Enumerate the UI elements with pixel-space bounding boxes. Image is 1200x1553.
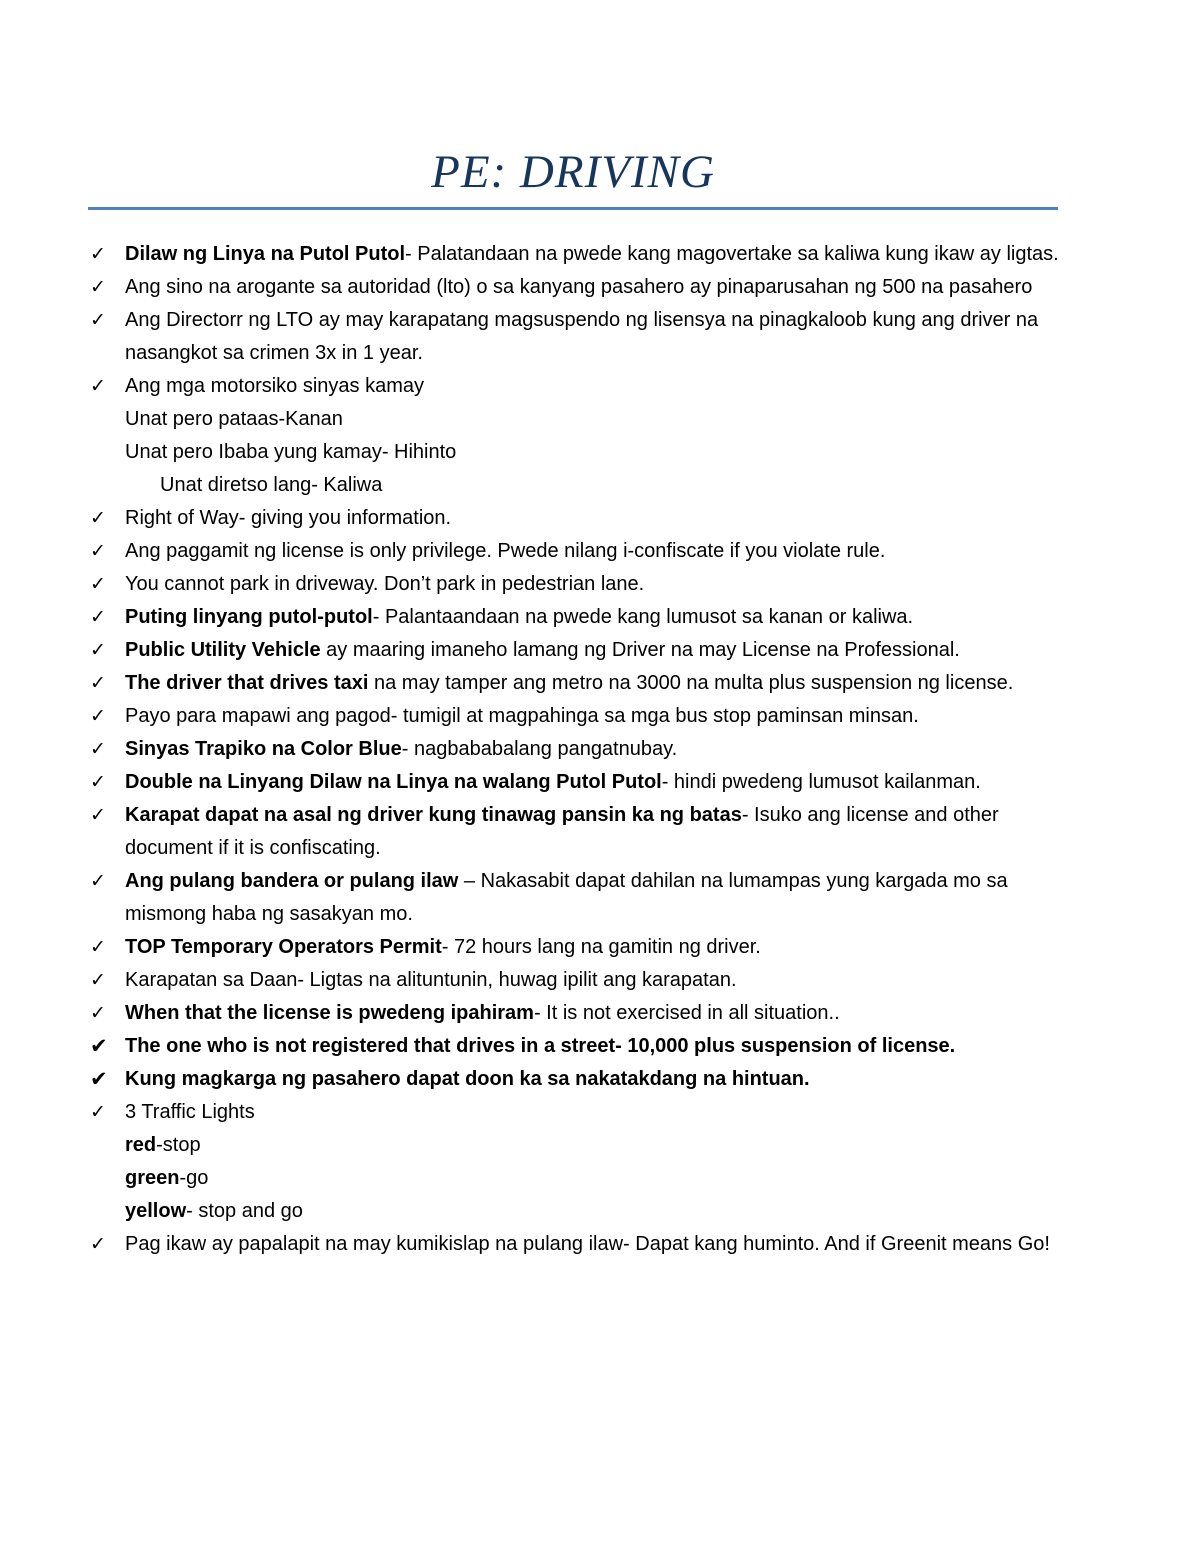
hand-signal-line: Unat diretso lang- Kaliwa: [160, 474, 383, 496]
list-item: [90, 502, 1070, 535]
traffic-light-meaning: -stop: [156, 1134, 201, 1156]
item-text: Ang sino na arogante sa autoridad (lto) o sa kanyang pasahero ay pinaparusahan ng 500 na pasahero: [125, 276, 1033, 298]
list-item: [90, 304, 1070, 370]
item-term: When that the license is pwedeng ipahiram: [125, 1002, 534, 1024]
item-text: - nagbababalang pangatnubay.: [401, 738, 678, 760]
list-item: [90, 1228, 1070, 1261]
list-item: [90, 667, 1070, 700]
item-term: Public Utility Vehicle: [125, 639, 321, 661]
item-text: - Isuko ang license and other document if it is confiscating.: [125, 804, 999, 859]
item-term: Puting linyang putol-putol: [125, 606, 373, 628]
list-item: [90, 733, 1070, 766]
hand-signal-line: Unat pero pataas-Kanan: [125, 408, 343, 430]
check-mark-icon: ✓: [90, 738, 106, 760]
check-mark-icon: ✓: [90, 1002, 106, 1024]
title-underline: [88, 207, 1058, 210]
traffic-light-meaning: - stop and go: [186, 1200, 303, 1222]
traffic-light-color: green: [125, 1167, 180, 1189]
traffic-light-color: red: [125, 1134, 157, 1156]
list-item: [90, 238, 1070, 271]
item-term: Sinyas Trapiko na Color Blue: [125, 738, 402, 760]
heavy-check-mark-icon: ✔: [90, 1067, 108, 1091]
item-term: Dilaw ng Linya na Putol Putol: [125, 243, 406, 265]
item-text: ay maaring imaneho lamang ng Driver na may License na Professional.: [320, 639, 960, 661]
item-term: Karapat dapat na asal ng driver kung tinawag pansin ka ng batas: [125, 804, 742, 826]
list-item: [90, 700, 1070, 733]
check-mark-icon: ✓: [90, 1233, 106, 1255]
list-item: [90, 799, 1070, 865]
item-text: na may tamper ang metro na 3000 na multa plus suspension ng license.: [368, 672, 1014, 694]
check-mark-icon: ✓: [90, 771, 106, 793]
item-text: You cannot park in driveway. Don’t park in pedestrian lane.: [125, 573, 645, 595]
check-mark-icon: ✓: [90, 804, 106, 826]
check-mark-icon: ✓: [90, 705, 106, 727]
item-term: The one who is not registered that drives in a street- 10,000 plus suspension of license.: [125, 1035, 956, 1057]
item-text: - 72 hours lang na gamitin ng driver.: [441, 936, 761, 958]
traffic-light-line: [90, 1195, 1070, 1228]
item-text: - It is not exercised in all situation..: [533, 1002, 840, 1024]
traffic-light-meaning: -go: [179, 1167, 209, 1189]
item-term: Ang pulang bandera or pulang ilaw: [125, 870, 459, 892]
item-term: Kung magkarga ng pasahero dapat doon ka sa nakatakdang na hintuan.: [125, 1068, 810, 1090]
notes-list: [90, 238, 1070, 1261]
list-item: [90, 997, 1070, 1030]
list-item: [90, 634, 1070, 667]
check-mark-icon: ✓: [90, 540, 106, 562]
item-text: - Palatandaan na pwede kang magovertake sa kaliwa kung ikaw ay ligtas.: [405, 243, 1059, 265]
heavy-check-mark-icon: ✔: [90, 1034, 108, 1058]
item-text: 3 Traffic Lights: [125, 1101, 255, 1123]
page-title: PE: DRIVING: [431, 146, 715, 198]
check-mark-icon: ✓: [90, 969, 106, 991]
item-text: Ang paggamit ng license is only privilege. Pwede nilang i-confiscate if you violate rule.: [125, 540, 886, 562]
list-item: [90, 271, 1070, 304]
check-mark-icon: ✓: [90, 672, 106, 694]
item-text: Ang Directorr ng LTO ay may karapatang magsuspendo ng lisensya na pinagkaloob kung ang driver na nasangkot sa crimen 3x in 1 year.: [125, 309, 1039, 364]
list-item: [90, 964, 1070, 997]
item-term: TOP Temporary Operators Permit: [125, 936, 442, 958]
check-mark-icon: ✓: [90, 309, 106, 331]
hand-signal-line: Unat pero Ibaba yung kamay- Hihinto: [125, 441, 457, 463]
check-mark-icon: ✓: [90, 375, 106, 397]
list-item: [90, 1096, 1070, 1129]
check-mark-icon: ✓: [90, 639, 106, 661]
list-item: [90, 568, 1070, 601]
item-text: Ang mga motorsiko sinyas kamay: [125, 375, 425, 397]
item-text: Karapatan sa Daan- Ligtas na alituntunin, huwag ipilit ang karapatan.: [125, 969, 737, 991]
check-mark-icon: ✓: [90, 936, 106, 958]
list-item: [90, 766, 1070, 799]
check-mark-icon: ✓: [90, 507, 106, 529]
list-item: [90, 601, 1070, 634]
check-mark-icon: ✓: [90, 573, 106, 595]
item-text: - hindi pwedeng lumusot kailanman.: [661, 771, 981, 793]
traffic-light-color: yellow: [125, 1200, 187, 1222]
item-term: Double na Linyang Dilaw na Linya na walang Putol Putol: [125, 771, 662, 793]
list-item: [90, 865, 1070, 931]
check-mark-icon: ✓: [90, 276, 106, 298]
item-text: Right of Way- giving you information.: [125, 507, 452, 529]
item-text: - Palantaandaan na pwede kang lumusot sa kanan or kaliwa.: [372, 606, 914, 628]
item-term: The driver that drives taxi: [125, 672, 369, 694]
list-item: [90, 931, 1070, 964]
traffic-light-line: [90, 1129, 1070, 1162]
list-item: [90, 535, 1070, 568]
list-item: [90, 370, 1070, 403]
check-mark-icon: ✓: [90, 870, 106, 892]
item-text: Pag ikaw ay papalapit na may kumikislap na pulang ilaw- Dapat kang huminto. And if Greenit means Go!: [125, 1233, 1050, 1255]
list-item: [90, 1030, 1070, 1063]
item-text: – Nakasabit dapat dahilan na lumampas yung kargada mo sa mismong haba ng sasakyan mo.: [125, 870, 1008, 925]
check-mark-icon: ✓: [90, 243, 106, 265]
list-item: [90, 1063, 1070, 1096]
check-mark-icon: ✓: [90, 606, 106, 628]
traffic-light-line: [90, 1162, 1070, 1195]
item-text: Payo para mapawi ang pagod- tumigil at magpahinga sa mga bus stop paminsan minsan.: [125, 705, 919, 727]
check-mark-icon: ✓: [90, 1101, 106, 1123]
